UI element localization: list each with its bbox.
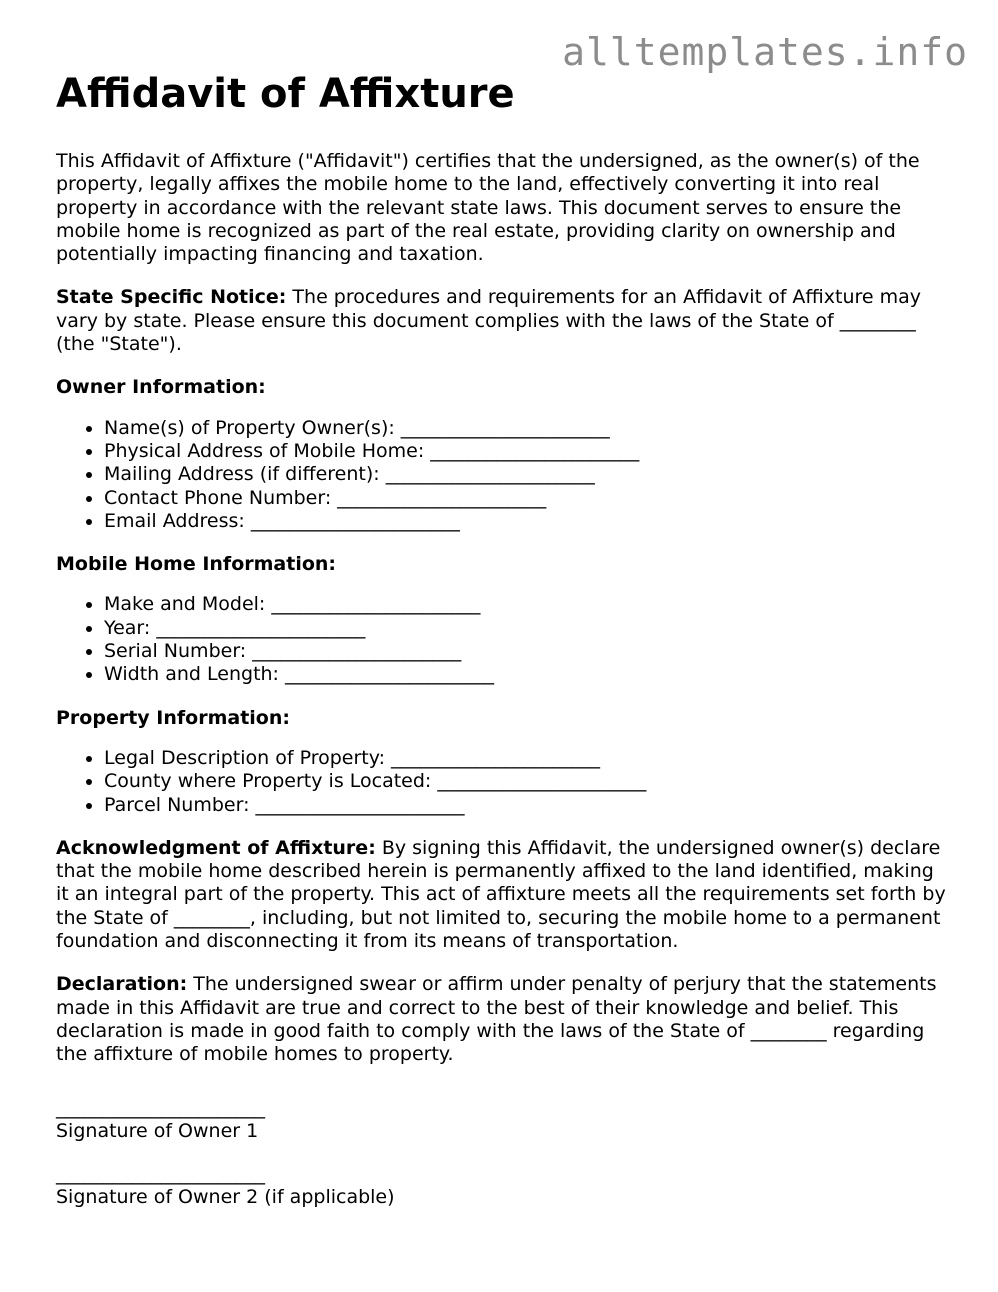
document-body: [56, 70, 946, 1210]
signature-line: ______________________: [56, 1163, 265, 1186]
owner-info-heading: Owner Information:: [56, 376, 266, 399]
signature-block: [56, 1097, 946, 1210]
mobile-home-info-heading: Mobile Home Information:: [56, 553, 337, 576]
state-notice-label: State Specific Notice:: [56, 286, 287, 309]
property-info-list: [56, 747, 946, 817]
list-item: • Physical Address of Mobile Home: ______________________: [104, 440, 946, 463]
list-item: • County where Property is Located: ______________________: [104, 770, 946, 793]
state-notice-paragraph: [56, 286, 946, 356]
signature-owner-2: [56, 1163, 946, 1210]
list-item: • Contact Phone Number: ______________________: [104, 487, 946, 510]
list-item: • Year: ______________________: [104, 617, 946, 640]
property-info-heading: Property Information:: [56, 706, 290, 729]
page-title: Affidavit of Affixture: [56, 71, 515, 117]
list-item: • Parcel Number: ______________________: [104, 794, 946, 817]
declaration-paragraph: [56, 973, 946, 1066]
declaration-label: Declaration:: [56, 973, 188, 996]
mobile-home-info-list: [56, 593, 946, 686]
signature-owner-1: [56, 1097, 946, 1144]
list-item: • Serial Number: ______________________: [104, 640, 946, 663]
signature-label: Signature of Owner 2 (if applicable): [56, 1186, 395, 1209]
acknowledgment-paragraph: [56, 837, 946, 953]
list-item: • Make and Model: ______________________: [104, 593, 946, 616]
declaration-text: The undersigned swear or affirm under penalty of perjury that the statements made in this Affidavit are true and correct to the best of their knowledge and belief. This declaration is made in good faith to comply with the laws of the State of ________ regarding the affixture of mobile homes to property.: [56, 973, 937, 1066]
signature-label: Signature of Owner 1: [56, 1119, 259, 1142]
list-item: • Email Address: ______________________: [104, 510, 946, 533]
list-item: • Width and Length: ______________________: [104, 663, 946, 686]
watermark: alltemplates.info: [562, 30, 968, 74]
owner-info-list: [56, 417, 946, 533]
list-item: • Mailing Address (if different): ______________________: [104, 463, 946, 486]
intro-paragraph: This Affidavit of Affixture ("Affidavit") certifies that the undersigned, as the owner(s) of the property, legally affixes the mobile home to the land, effectively converting it into real property in accordance with the relevant state laws. This document serves to ensure the mobile home is recognized as part of the real estate, providing clarity on ownership and potentially impacting financing and taxation.: [56, 150, 920, 266]
state-notice-text: The procedures and requirements for an Affidavit of Affixture may vary by state. Please ensure this document complies with the laws of the State of ________ (the "State").: [56, 286, 922, 356]
signature-line: ______________________: [56, 1096, 265, 1119]
acknowledgment-label: Acknowledgment of Affixture:: [56, 836, 376, 859]
acknowledgment-text: By signing this Affidavit, the undersigned owner(s) declare that the mobile home described herein is permanently affixed to the land identified, making it an integral part of the property. This act of affixture meets all the requirements set forth by the State of ________, including, but not limited to, securing the mobile home to a permanent foundation and disconnecting it from its means of transportation.: [56, 836, 946, 953]
list-item: • Legal Description of Property: ______________________: [104, 747, 946, 770]
list-item: • Name(s) of Property Owner(s): ______________________: [104, 417, 946, 440]
